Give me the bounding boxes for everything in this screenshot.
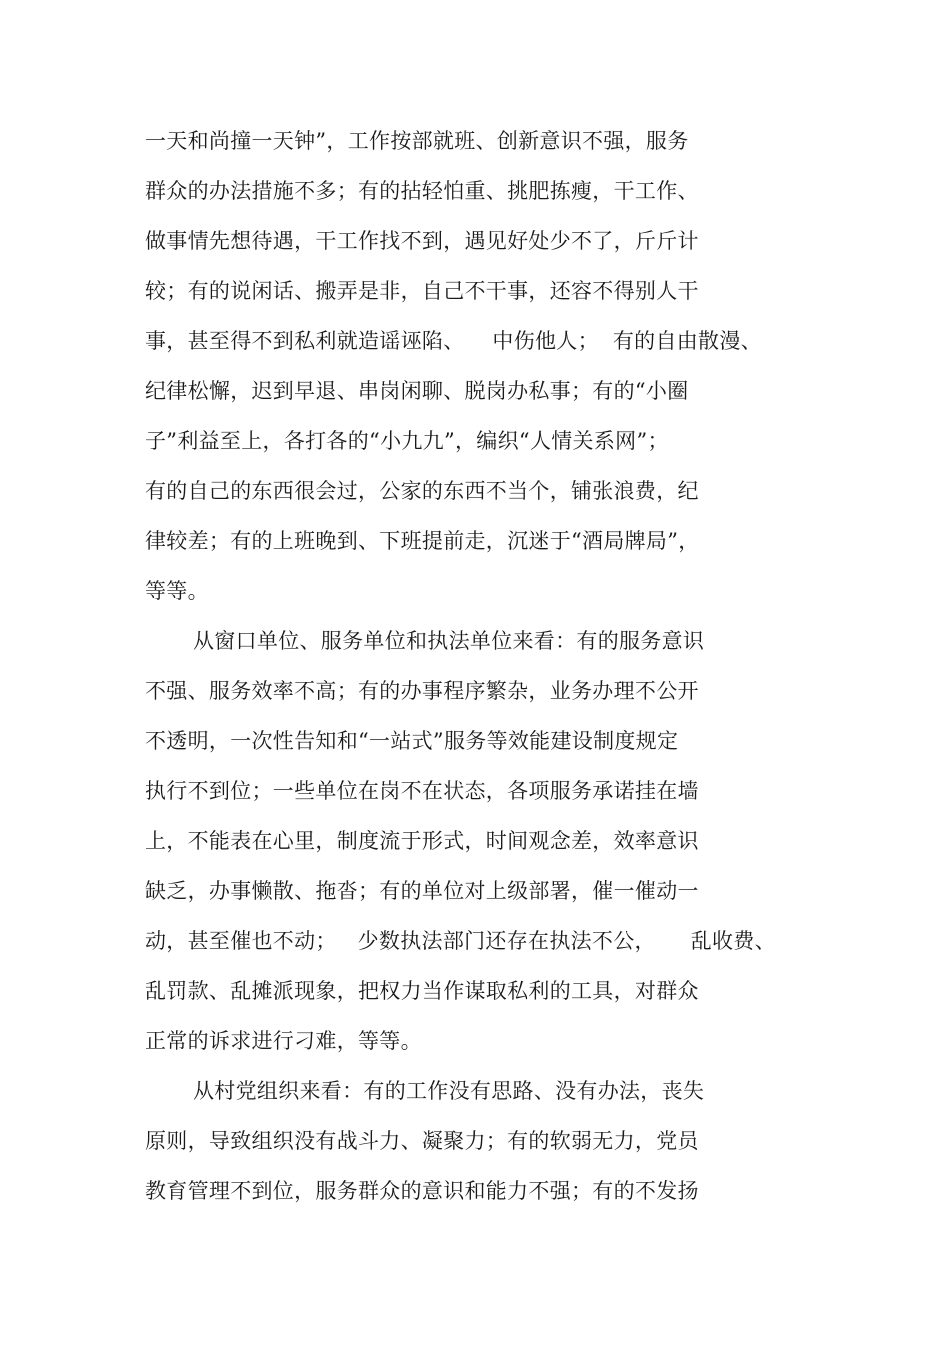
text-line: 上，不能表在心里，制度流于形式，时间观念差，效率意识 xyxy=(145,829,699,853)
paragraph-start-line: 从窗口单位、服务单位和执法单位来看：有的服务意识 xyxy=(193,629,705,653)
text-line: 纪律松懈，迟到早退、串岗闲聊、脱岗办私事；有的“小圈 xyxy=(145,379,689,403)
text-line: 等等。 xyxy=(145,579,209,603)
text-line: 不强、服务效率不高；有的办事程序繁杂，业务办理不公开 xyxy=(145,679,699,703)
text-line: 事，甚至得不到私利就造谣诬陷、 中伤他人； 有的自由散漫、 xyxy=(145,329,762,353)
text-line: 一天和尚撞一天钟”，工作按部就班、创新意识不强，服务 xyxy=(145,129,689,153)
text-line: 动，甚至催也不动； 少数执法部门还存在执法不公， 乱收费、 xyxy=(145,929,776,953)
text-line: 群众的办法措施不多；有的拈轻怕重、挑肥拣瘦，干工作、 xyxy=(145,179,699,203)
text-line: 乱罚款、乱摊派现象，把权力当作谋取私利的工具，对群众 xyxy=(145,979,699,1003)
text-line: 较；有的说闲话、搬弄是非，自己不干事，还容不得别人干 xyxy=(145,279,699,303)
text-line: 律较差；有的上班晚到、下班提前走，沉迷于“酒局牌局”， xyxy=(145,529,700,553)
paragraph-start-line: 从村党组织来看：有的工作没有思路、没有办法，丧失 xyxy=(193,1079,705,1103)
text-line: 执行不到位；一些单位在岗不在状态，各项服务承诺挂在墙 xyxy=(145,779,699,803)
text-line: 不透明，一次性告知和“一站式”服务等效能建设制度规定 xyxy=(145,729,679,753)
text-line: 教育管理不到位，服务群众的意识和能力不强；有的不发扬 xyxy=(145,1179,699,1203)
text-line: 子”利益至上，各打各的“小九九”，编织“人情关系网”； xyxy=(145,429,669,453)
text-line: 缺乏，办事懒散、拖沓；有的单位对上级部署，催一催动一 xyxy=(145,879,699,903)
text-line: 原则，导致组织没有战斗力、凝聚力；有的软弱无力，党员 xyxy=(145,1129,699,1153)
text-line: 做事情先想待遇，干工作找不到，遇见好处少不了，斤斤计 xyxy=(145,229,699,253)
text-line: 有的自己的东西很会过，公家的东西不当个，铺张浪费，纪 xyxy=(145,479,699,503)
text-line: 正常的诉求进行刁难，等等。 xyxy=(145,1029,422,1053)
